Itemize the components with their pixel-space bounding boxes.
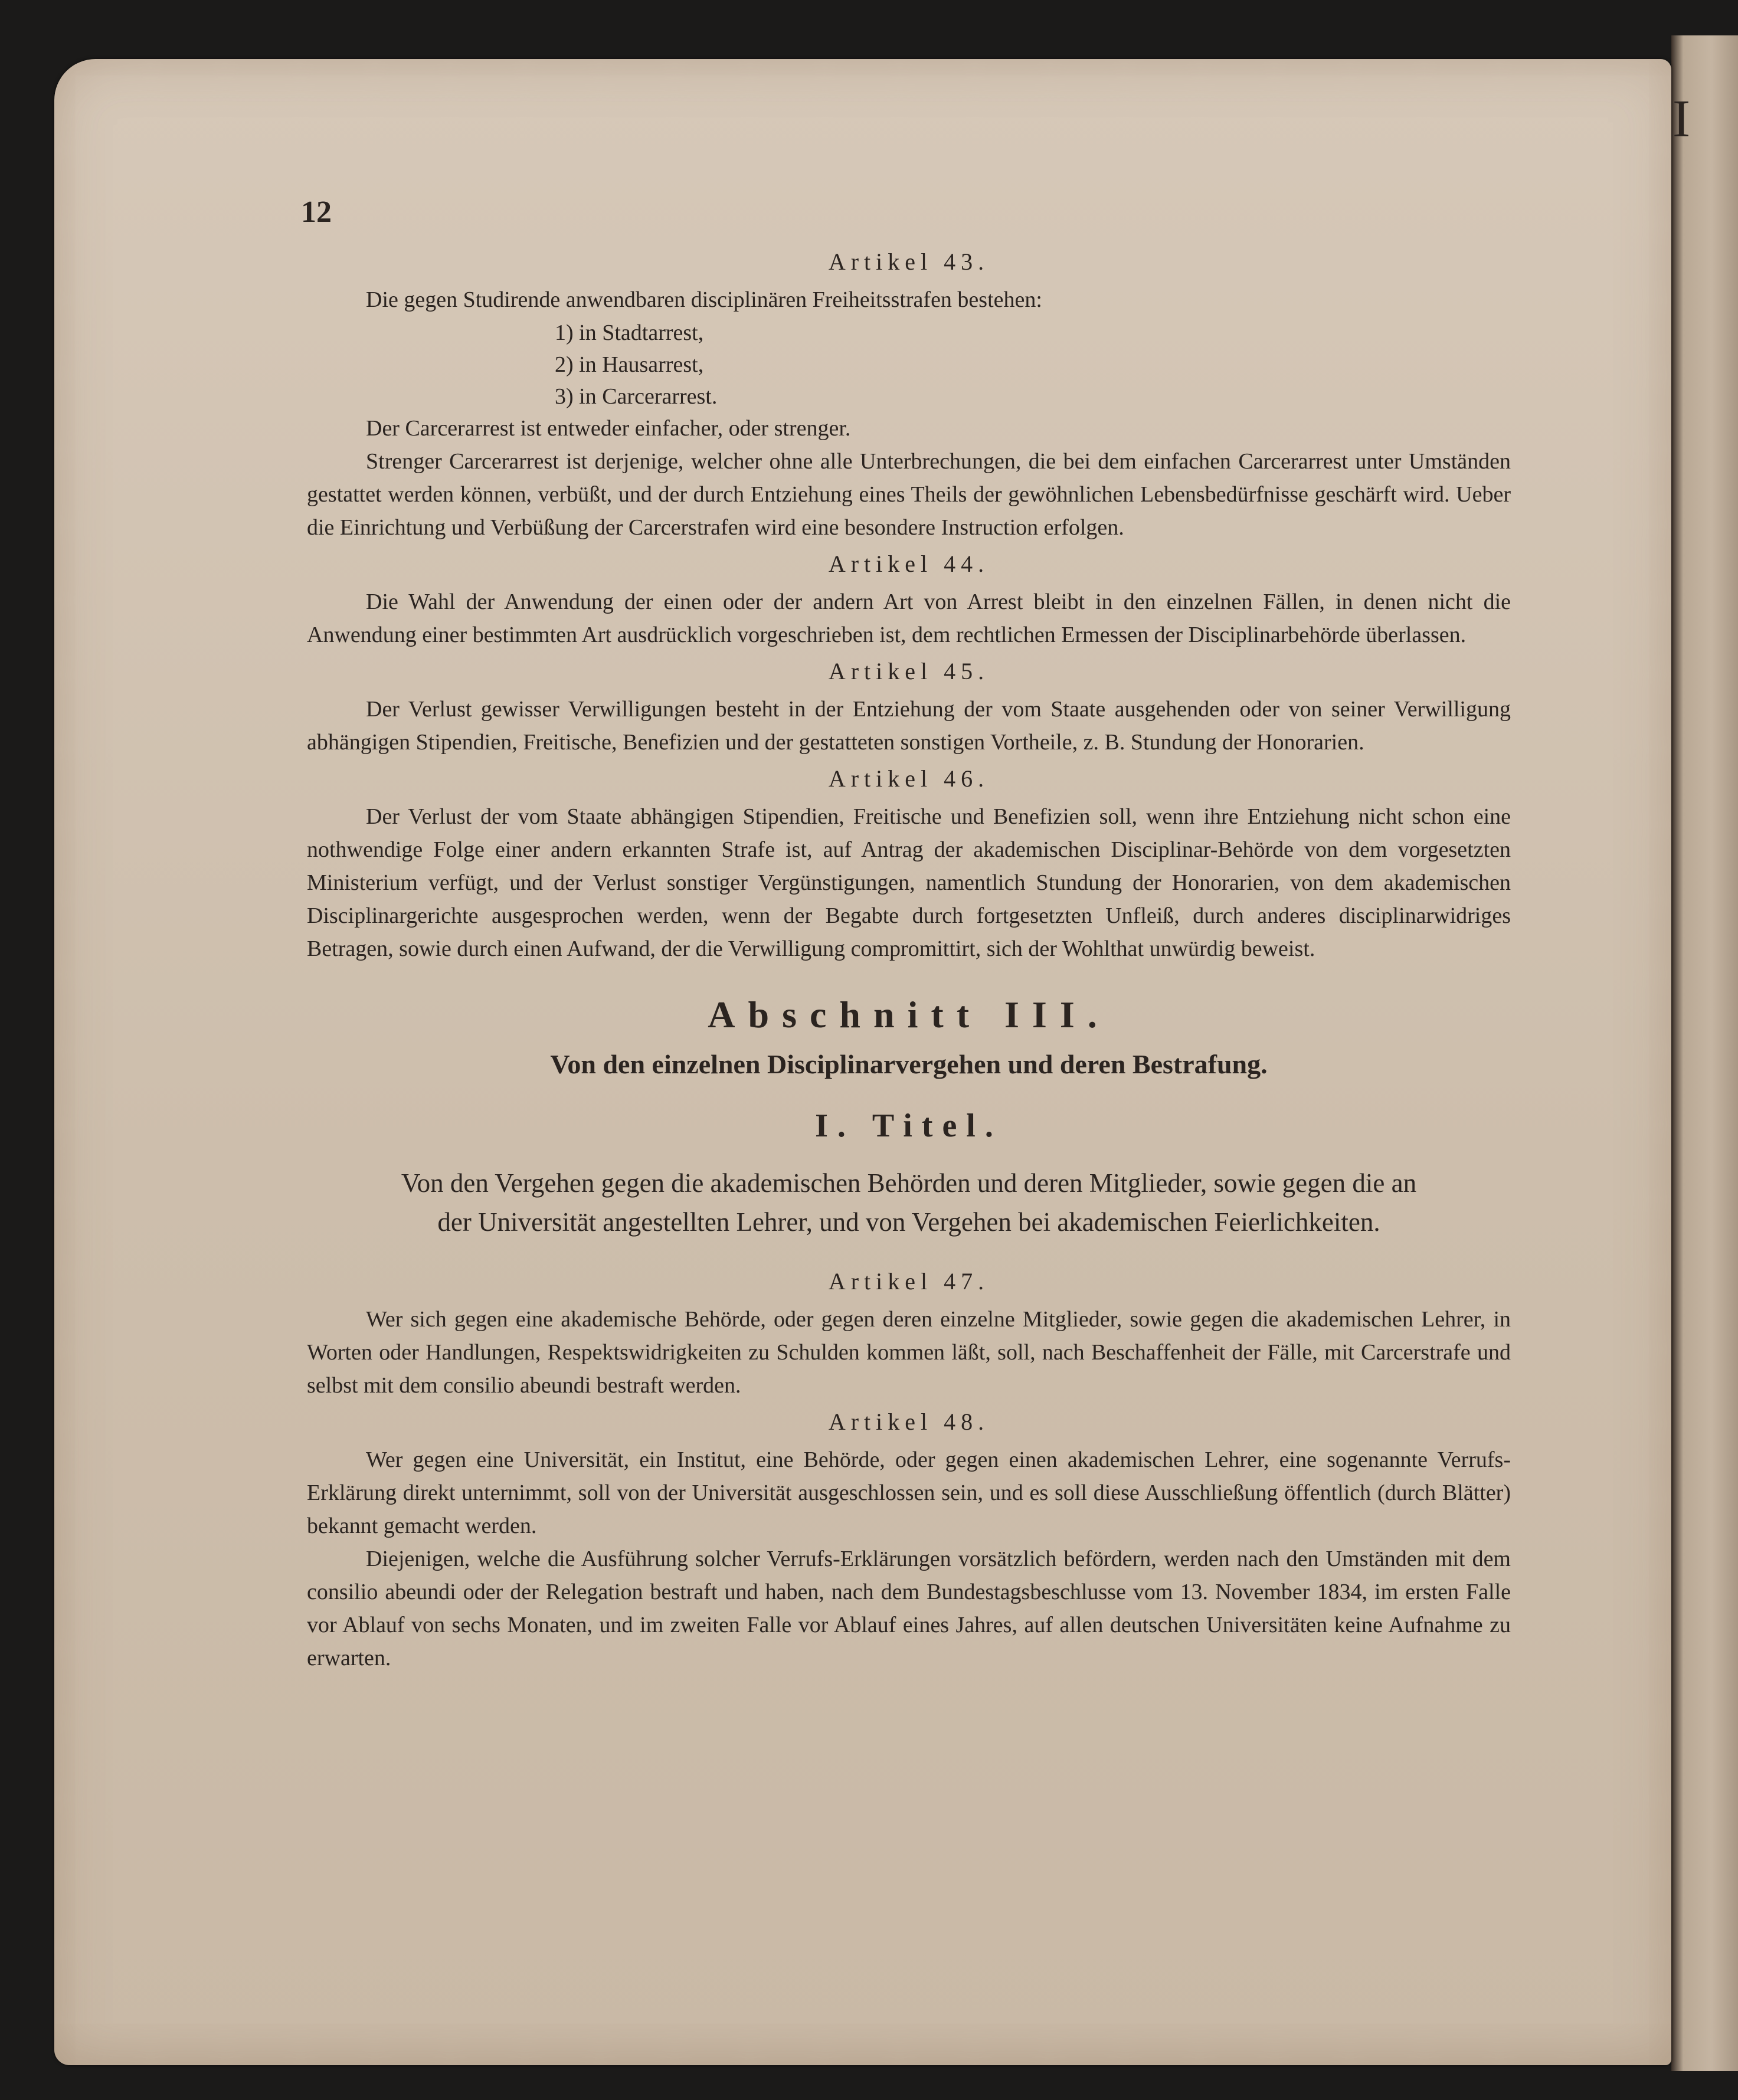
article-paragraph: Die gegen Studirende anwendbaren disciplinären Freiheitsstrafen bestehen: xyxy=(366,287,1042,312)
article-heading: Artikel 48. xyxy=(828,1408,990,1435)
page-number: 12 xyxy=(301,195,332,229)
list-item: 1) in Stadtarrest, xyxy=(555,320,704,345)
article-44 xyxy=(307,548,1511,651)
list-item: 2) in Hausarrest, xyxy=(555,352,704,377)
article-43 xyxy=(307,245,1511,544)
article-heading: Artikel 47. xyxy=(828,1268,990,1295)
article-heading: Artikel 43. xyxy=(828,248,990,275)
article-paragraph: Wer sich gegen eine akademische Behörde, oder gegen deren einzelne Mitglieder, sowie gegen die akademischen Lehrer, in Worten oder Handlungen, Respektswidrigkeiten zu Schulden kommen läßt, soll, nach Beschaffenheit der Fälle, mit Carcerstrafe und selbst mit dem consilio abeundi bestraft werden. xyxy=(307,1307,1511,1398)
article-paragraph: Wer gegen eine Universität, ein Institut, eine Behörde, oder gegen einen akademischen Lehrer, eine sogenannte Verrufs-Erklärung direkt unternimmt, soll von der Universität ausgeschlossen sein, und es soll diese Ausschließung öffentlich (durch Blätter) bekannt gemacht werden. xyxy=(307,1447,1511,1538)
list-item: 3) in Carcerarrest. xyxy=(555,384,718,409)
article-heading: Artikel 46. xyxy=(828,765,990,792)
facing-page-edge xyxy=(1671,35,1738,2071)
penalty-list xyxy=(555,316,1511,412)
title-heading: I. Titel. xyxy=(815,1108,1003,1144)
article-48 xyxy=(307,1406,1511,1675)
article-46 xyxy=(307,762,1511,965)
article-45 xyxy=(307,655,1511,759)
section-subheading: Von den einzelnen Disciplinarvergehen und deren Bestrafung. xyxy=(550,1049,1268,1079)
article-paragraph: Der Verlust gewisser Verwilligungen besteht in der Entziehung der vom Staate ausgehenden oder von seiner Verwilligung abhängigen Stipendien, Freitische, Benefizien und der gestatteten sonstigen Vortheile, z. B. Stundung der Honorarien. xyxy=(307,697,1511,755)
article-paragraph: Der Verlust der vom Staate abhängigen Stipendien, Freitische und Benefizien soll, wenn ihre Entziehung nicht schon eine nothwendige Folge einer andern erkannten Strafe ist, auf Antrag der akademischen Disciplinar-Behörde von dem vorgesetzten Ministerium verfügt, und der Verlust sonstiger Vergünstigungen, namentlich Stundung der Honorarien, von dem akademischen Disciplinargerichte ausgesprochen werden, wenn der Begabte durch fortgesetzten Unfleiß, durch anderes disciplinarwidriges Betragen, sowie durch einen Aufwand, der die Verwilligung compromittirt, sich der Wohlthat unwürdig beweist. xyxy=(307,804,1511,961)
article-heading: Artikel 45. xyxy=(828,658,990,684)
facing-page-mark: I xyxy=(1672,90,1690,148)
article-47 xyxy=(307,1265,1511,1402)
article-paragraph: Der Carcerarrest ist entweder einfacher, oder strenger. xyxy=(366,416,851,441)
article-paragraph: Strenger Carcerarrest ist derjenige, welcher ohne alle Unterbrechungen, die bei dem einfachen Carcerarrest unter Umständen gestattet werden können, verbüßt, und der durch Entziehung eines Theils der gewöhnlichen Lebensbedürfnisse geschärft wird. Ueber die Einrichtung und Verbüßung der Carcerstrafen wird eine besondere Instruction erfolgen. xyxy=(307,449,1511,540)
title-subheading: Von den Vergehen gegen die akademischen Behörden und deren Mitglieder, sowie gegen die an der Universität angestellten Lehrer, und von Vergehen bei akademischen Feierlichkeiten. xyxy=(401,1168,1417,1237)
article-paragraph: Diejenigen, welche die Ausführung solcher Verrufs-Erklärungen vorsätzlich befördern, werden nach den Umständen mit dem consilio abeundi oder der Relegation bestraft und haben, nach dem Bundestagsbeschlusse vom 13. November 1834, im ersten Falle vor Ablauf von sechs Monaten, und im zweiten Falle vor Ablauf eines Jahres, auf allen deutschen Universitäten keine Aufnahme zu erwarten. xyxy=(307,1547,1511,1670)
article-heading: Artikel 44. xyxy=(828,551,990,577)
article-paragraph: Die Wahl der Anwendung der einen oder der andern Art von Arrest bleibt in den einzelnen Fällen, in denen nicht die Anwendung einer bestimmten Art ausdrücklich vorgeschrieben ist, dem rechtlichen Ermessen der Disciplinarbehörde überlassen. xyxy=(307,589,1511,647)
section-heading: Abschnitt III. xyxy=(708,994,1110,1036)
page-body xyxy=(307,242,1511,1675)
